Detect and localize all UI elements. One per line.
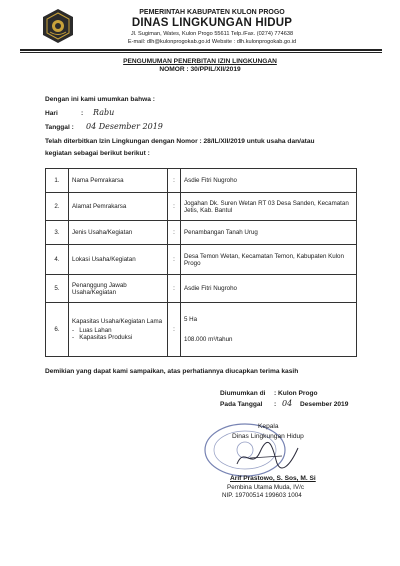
signatory-rank: Pembina Utama Muda, IV/c (227, 484, 304, 491)
signature-title-kepala: Kepala (258, 423, 279, 430)
row-colon: : (168, 221, 181, 245)
capacity-value-2: 108.000 m³/tahun (184, 336, 233, 343)
row-label: Jenis Usaha/Kegiatan (69, 221, 168, 245)
header-rule-thick (20, 49, 382, 51)
announced-at-label: Diumumkan di (220, 390, 266, 397)
signatory-nip: NIP. 19700514 199603 1004 (222, 492, 302, 499)
row-value: Desa Temon Wetan, Kecamatan Temon, Kabupaten Kulon Progo (181, 245, 357, 275)
table-row (46, 193, 357, 221)
row-label: Lokasi Usaha/Kegiatan (69, 245, 168, 275)
row-number: 3. (46, 221, 69, 245)
document-title: PENGUMUMAN PENERBITAN IZIN LINGKUNGAN (123, 58, 277, 65)
signatory-name: Arif Prastowo, S. Sos, M. Si (230, 475, 316, 482)
row-value (181, 303, 357, 357)
header-rule-thin (20, 52, 382, 53)
row-number: 5. (46, 275, 69, 303)
row-number: 4. (46, 245, 69, 275)
dash: - (72, 334, 75, 341)
row-label (69, 303, 168, 357)
date-label: Pada Tanggal (220, 401, 263, 408)
intro-text: Dengan ini kami umumkan bahwa : (45, 96, 155, 103)
permit-details-table (45, 168, 357, 357)
row-colon: : (168, 275, 181, 303)
paragraph-line-1: Telah diterbitkan Izin Lingkungan dengan Nomor : 28/IL/XII/2019 untuk usaha dan/atau (45, 138, 315, 145)
capacity-sub-2 (72, 334, 164, 341)
date-colon: : (274, 401, 277, 408)
table-row (46, 245, 357, 275)
table-row (46, 169, 357, 193)
table-row (46, 221, 357, 245)
row-value: Penambangan Tanah Urug (181, 221, 357, 245)
header-address: Jl. Sugiman, Wates, Kulon Progo 55611 Telp./Fax. (0274) 774638 (130, 31, 294, 37)
hari-value: Rabu (93, 108, 115, 117)
tanggal-label: Tanggal : (45, 124, 74, 131)
handwritten-signature (232, 440, 302, 472)
header-agency: DINAS LINGKUNGAN HIDUP (131, 17, 293, 29)
signature-agency: Dinas Lingkungan Hidup (232, 433, 304, 440)
row-label: Penanggung Jawab Usaha/Kegiatan (69, 275, 168, 303)
paragraph-line-2: kegiatan sebagai berikut berikut : (45, 150, 150, 157)
dash: - (72, 327, 75, 334)
header-government: PEMERINTAH KABUPATEN KULON PROGO (139, 9, 285, 16)
row-value: Jogahan Dk. Suren Wetan RT 03 Desa Sanden, Kecamatan Jetis, Kab. Bantul (181, 193, 357, 221)
tanggal-value: 04 Desember 2019 (86, 122, 163, 131)
row-colon: : (168, 193, 181, 221)
capacity-sub-2-label: Kapasitas Produksi (79, 334, 133, 341)
capacity-sub-1 (72, 327, 164, 334)
capacity-label: Kapasitas Usaha/Kegiatan Lama (72, 318, 163, 325)
table-row (46, 303, 357, 357)
hari-colon: : (81, 110, 84, 117)
closing-text: Demikian yang dapat kami sampaikan, atas perhatiannya diucapkan terima kasih (45, 368, 299, 375)
row-number: 1. (46, 169, 69, 193)
row-value: Asdie Fitri Nugroho (181, 275, 357, 303)
row-label: Nama Pemrakarsa (69, 169, 168, 193)
hari-label: Hari (45, 110, 58, 117)
document-number: NOMOR : 30/PPIL/XII/2019 (159, 66, 241, 73)
row-colon: : (168, 169, 181, 193)
table-row (46, 275, 357, 303)
date-day: 04 (282, 399, 293, 408)
announced-at-value: : Kulon Progo (274, 390, 318, 397)
row-label: Alamat Pemrakarsa (69, 193, 168, 221)
row-number: 6. (46, 303, 69, 357)
row-value: Asdie Fitri Nugroho (181, 169, 357, 193)
row-number: 2. (46, 193, 69, 221)
row-colon: : (168, 303, 181, 357)
capacity-value-1: 5 Ha (184, 316, 198, 323)
row-colon: : (168, 245, 181, 275)
capacity-sub-1-label: Luas Lahan (79, 327, 112, 334)
date-rest: Desember 2019 (300, 401, 349, 408)
header-contact: E-mail: dlh@kulonprogokab.go.id Website : dlh.kulonprogokab.go.id (127, 39, 297, 45)
